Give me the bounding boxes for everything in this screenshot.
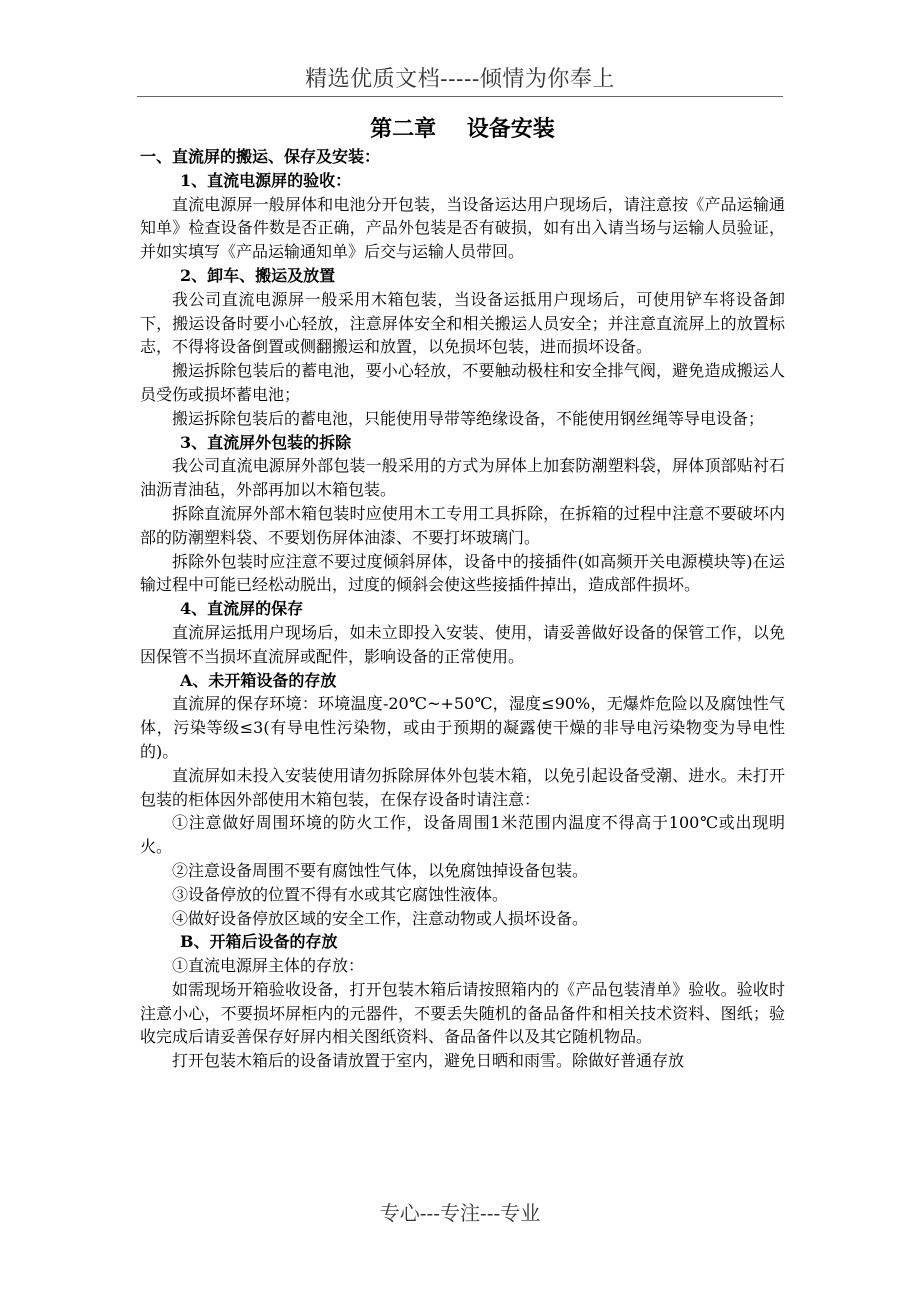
page-footer: 专心---专注---专业 — [379, 1201, 541, 1225]
paragraph: 搬运拆除包装后的蓄电池，只能使用导带等绝缘设备，不能使用钢丝绳等导电设备； — [172, 408, 765, 428]
section-heading: 1、直流电源屏的验收： — [180, 170, 352, 190]
section-heading: A、未开箱设备的存放 — [180, 670, 337, 690]
paragraph: ①注意做好周围环境的防火工作，设备周围1米范围内温度不得高于100℃或出现明火。 — [140, 813, 785, 857]
section-heading: 一、直流屏的搬运、保存及安装： — [140, 147, 381, 166]
document-body — [140, 113, 785, 1073]
paragraph: 如需现场开箱验收设备，打开包装木箱后请按照箱内的《产品包装清单》验收。验收时注意小心，不要损坏屏柜内的元器件，不要丢失随机的备品备件和相关技术资料、图纸；验收完成后请妥善保存好屏内相关图纸资料、备品备件以及其它随机物品。 — [140, 979, 785, 1047]
paragraph: 直流电源屏一般屏体和电池分开包装，当设备运达用户现场后，请注意按《产品运输通知单》检查设备件数是否正确，产品外包装是否有破损，如有出入请当场与运输人员验证，并如实填写《产品运输通知单》后交与运输人员带回。 — [140, 194, 785, 262]
section-heading: 3、直流屏外包装的拆除 — [180, 432, 352, 452]
section-heading: 4、直流屏的保存 — [180, 599, 304, 619]
paragraph: 我公司直流电源屏一般采用木箱包装，当设备运抵用户现场后，可使用铲车将设备卸下，搬运设备时要小心轻放，注意屏体安全和相关搬运人员安全；并注意直流屏上的放置标志，不得将设备倒置或侧翻搬运和放置，以免损坏包装，进而损坏设备。 — [140, 289, 785, 357]
paragraph: ③设备停放的位置不得有水或其它腐蚀性液体。 — [172, 884, 509, 904]
paragraph: ①直流电源屏主体的存放： — [172, 956, 365, 976]
page-header: 精选优质文档-----倾情为你奉上 — [305, 67, 615, 92]
paragraph: 拆除直流屏外部木箱包装时应使用木工专用工具拆除，在拆箱的过程中注意不要破坏内部的防潮塑料袋、不要划伤屏体油漆、不要打坏玻璃门。 — [140, 503, 785, 547]
paragraph: 直流屏如未投入安装使用请勿拆除屏体外包装木箱，以免引起设备受潮、进水。未打开包装的柜体因外部使用木箱包装，在保存设备时请注意： — [140, 765, 785, 809]
paragraph: 打开包装木箱后的设备请放置于室内，避免日晒和雨雪。除做好普通存放 — [172, 1051, 685, 1071]
paragraph: 拆除外包装时应注意不要过度倾斜屏体，设备中的接插件(如高频开关电源模块等)在运输过程中可能已经松动脱出，过度的倾斜会使这些接插件掉出，造成部件损坏。 — [140, 551, 785, 595]
section-content — [140, 145, 785, 1073]
section-heading: B、开箱后设备的存放 — [180, 932, 338, 952]
paragraph: ②注意设备周围不要有腐蚀性气体，以免腐蚀掉设备包装。 — [172, 860, 589, 880]
section-heading: 2、卸车、搬运及放置 — [180, 265, 336, 285]
paragraph: ④做好设备停放区域的安全工作，注意动物或人损坏设备。 — [172, 908, 589, 928]
paragraph: 我公司直流电源屏外部包装一般采用的方式为屏体上加套防潮塑料袋，屏体顶部贴衬石油沥青油毡，外部再加以木箱包装。 — [140, 456, 785, 500]
chapter-title: 第二章 设备安装 — [370, 116, 555, 142]
header-divider — [137, 96, 783, 97]
paragraph: 直流屏运抵用户现场后，如未立即投入安装、使用，请妥善做好设备的保管工作，以免因保管不当损坏直流屏或配件，影响设备的正常使用。 — [140, 622, 785, 666]
paragraph: 直流屏的保存环境：环境温度-20℃~+50℃，湿度≤90%，无爆炸危险以及腐蚀性气体，污染等级≤3(有导电性污染物，或由于预期的凝露使干燥的非导电污染物变为导电性的)。 — [140, 694, 785, 761]
paragraph: 搬运拆除包装后的蓄电池，要小心轻放，不要触动极柱和安全排气阀，避免造成搬运人员受伤或损坏蓄电池； — [140, 361, 785, 404]
